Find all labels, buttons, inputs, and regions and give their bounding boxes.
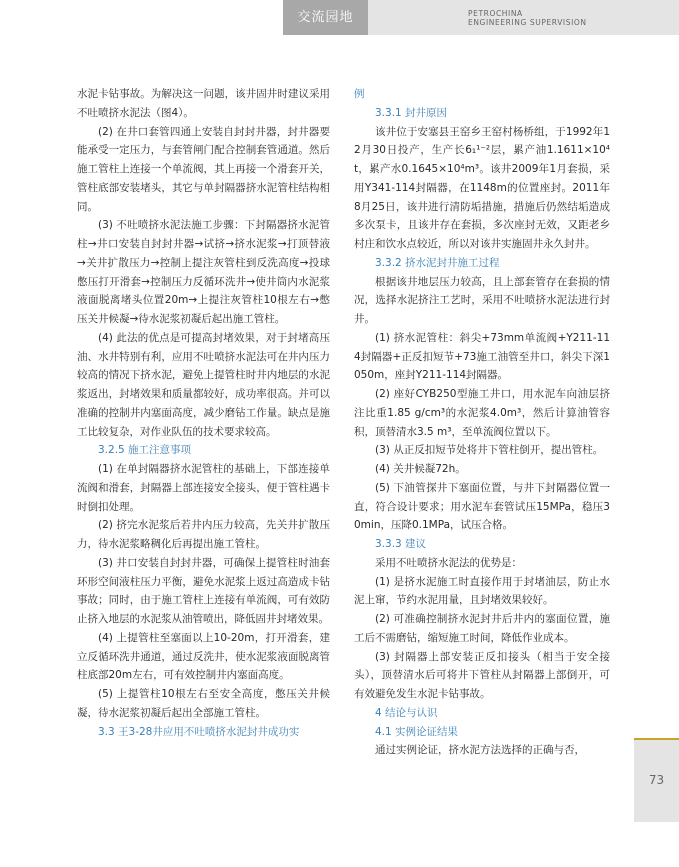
section-heading: 4 结论与认识 [375, 706, 438, 719]
section-heading: 4.1 实例论证结果 [375, 725, 459, 738]
paragraph: (2) 挤完水泥浆后若井内压力较高，先关井扩散压力，待水泥浆略稠化后再提出施工管柱。 [77, 519, 330, 550]
section-heading-continued: 例 [354, 88, 365, 100]
paragraph: (3) 不吐喷挤水泥法施工步骤：下封隔器挤水泥管柱→井口安装自封封井器→试挤→挤水泥浆→打顶替液→关井扩散压力→控制上提注灰管柱到反洗高度→投球憋压打开滑套→控制压力反循环洗井→使井筒内水泥浆液面脱离堵头位置20m→上提注灰管柱10根左右→憋压关井候凝→待水泥浆初凝后起出施工管柱。 [77, 219, 330, 325]
paragraph: 采用不吐喷挤水泥法的优势是： [375, 556, 522, 569]
paragraph: (2) 座好CYB250型施工井口，用水泥车向油层挤注比重1.85 g/cm³的水泥浆4.0m³，然后计算油管容积，顶替清水3.5 m³，至单流阀位置以下。 [354, 388, 610, 438]
paragraph: (4) 关井候凝72h。 [375, 463, 466, 475]
section-heading: 3.3.2 挤水泥封井施工过程 [375, 256, 500, 269]
header-brand-area [368, 0, 679, 35]
brand-line-2: ENGINEERING SUPERVISION [468, 18, 587, 27]
section-heading: 3.2.5 施工注意事项 [98, 444, 192, 457]
paragraph: 根据该井地层压力较高，且上部套管存在套损的情况，选择水泥挤注工艺时，采用不吐喷挤水泥法进行封井。 [354, 275, 610, 325]
paragraph: (3) 封隔器上部安装正反扣接头（相当于安全接头），顶替清水后可将井下管柱从封隔器上部倒开，可有效避免发生水泥卡钻事故。 [354, 650, 610, 700]
paragraph: (5) 下油管探井下塞面位置，与井下封隔器位置一直，符合设计要求；用水泥车套管试压15MPa，稳压30min，压降0.1MPa，试压合格。 [354, 481, 610, 532]
paragraph: (4) 此法的优点是可提高封堵效果，对于封堵高压油、水井特别有利，应用不吐喷挤水泥法可在井内压力较高的情况下挤水泥，避免上提管柱时井内地层的水泥浆返出，封堵效果和质量都较好，成功率很高。并可以准确的控制井内塞面高度，减少磨钻工作量。缺点是施工比较复杂，对作业队伍的技术要求较高。 [77, 331, 330, 438]
paragraph: (4) 上提管柱至塞面以上10-20m，打开滑套，建立反循环洗井通道，通过反洗井，使水泥浆液面脱离管柱底部20m左右，可有效控制井内塞面高度。 [77, 631, 330, 682]
section-heading: 3.3.3 建议 [375, 538, 427, 550]
section-tab: 交流园地 [283, 0, 368, 35]
left-text-column [77, 85, 330, 741]
paragraph: (5) 上提管柱10根左右至安全高度，憋压关井候凝，待水泥浆初凝后起出全部施工管柱。 [77, 688, 330, 719]
paragraph: (2) 可准确控制挤水泥封井后井内的塞面位置，施工后不需磨钻，缩短施工时间，降低作业成本。 [354, 613, 610, 644]
page-number: 73 [648, 773, 665, 787]
paragraph: 通过实例论证，挤水泥方法选择的正确与否， [375, 744, 585, 757]
section-heading: 3.3 王3-28井应用不吐喷挤水泥封井成功实 [98, 725, 300, 738]
brand-logo-text [468, 9, 587, 27]
paragraph: (3) 井口安装自封封井器，可确保上提管柱时油套环形空间液柱压力平衡，避免水泥浆上返过高造成卡钻事故；同时，由于施工管柱上连接有单流阀，可有效防止挤入地层的水泥浆从油管喷出，降低固井封堵效果。 [77, 556, 330, 625]
paragraph: 该井位于安塞县王窑乡王窑村杨桥组，于1992年12月30日投产，生产长6₁¹⁻²层，累产油1.1611×10⁴t，累产水0.1645×10⁴m³。该井2009年1月套损，采用Y341-114封隔器，在1148m的位置座封。2011年8月25日，该井进行清防垢措施，措施后仍然结垢造成多次泵卡，且该井存在套损，多次座封无效，又距老乡村庄和饮水点较近，所以对该井实施固井永久封井。 [354, 125, 610, 250]
right-text-column [354, 85, 610, 760]
paragraph: 水泥卡钻事故。为解决这一问题，该井固井时建议采用不吐喷挤水泥法（图4）。 [77, 88, 330, 119]
header-left-area [0, 0, 283, 35]
paragraph: (1) 是挤水泥施工时直接作用于封堵油层，防止水泥上窜，节约水泥用量，且封堵效果较好。 [354, 575, 610, 607]
brand-line-1: PETROCHINA [468, 9, 523, 18]
paragraph: (1) 挤水泥管柱：斜尖+73mm单流阀+Y211-114封隔器+正反扣短节+73施工油管至井口，斜尖下深1050m，座封Y211-114封隔器。 [354, 331, 610, 382]
paragraph: (3) 从正反扣短节处将井下管柱倒开，提出管柱。 [375, 444, 604, 457]
paragraph: (1) 在单封隔器挤水泥管柱的基础上，下部连接单流阀和滑套，封隔器上部连接安全接头，便于管柱遇卡时倒扣处理。 [77, 463, 330, 513]
section-heading: 3.3.1 封井原因 [375, 106, 448, 119]
paragraph: (2) 在井口套管四通上安装自封封井器，封井器要能承受一定压力，与套管闸门配合控制套管通道。然后施工管柱上连接一个单流阀，其上再接一个滑套开关，管柱底部安装堵头，其它与单封隔器挤水泥管柱结构相同。 [77, 125, 330, 213]
